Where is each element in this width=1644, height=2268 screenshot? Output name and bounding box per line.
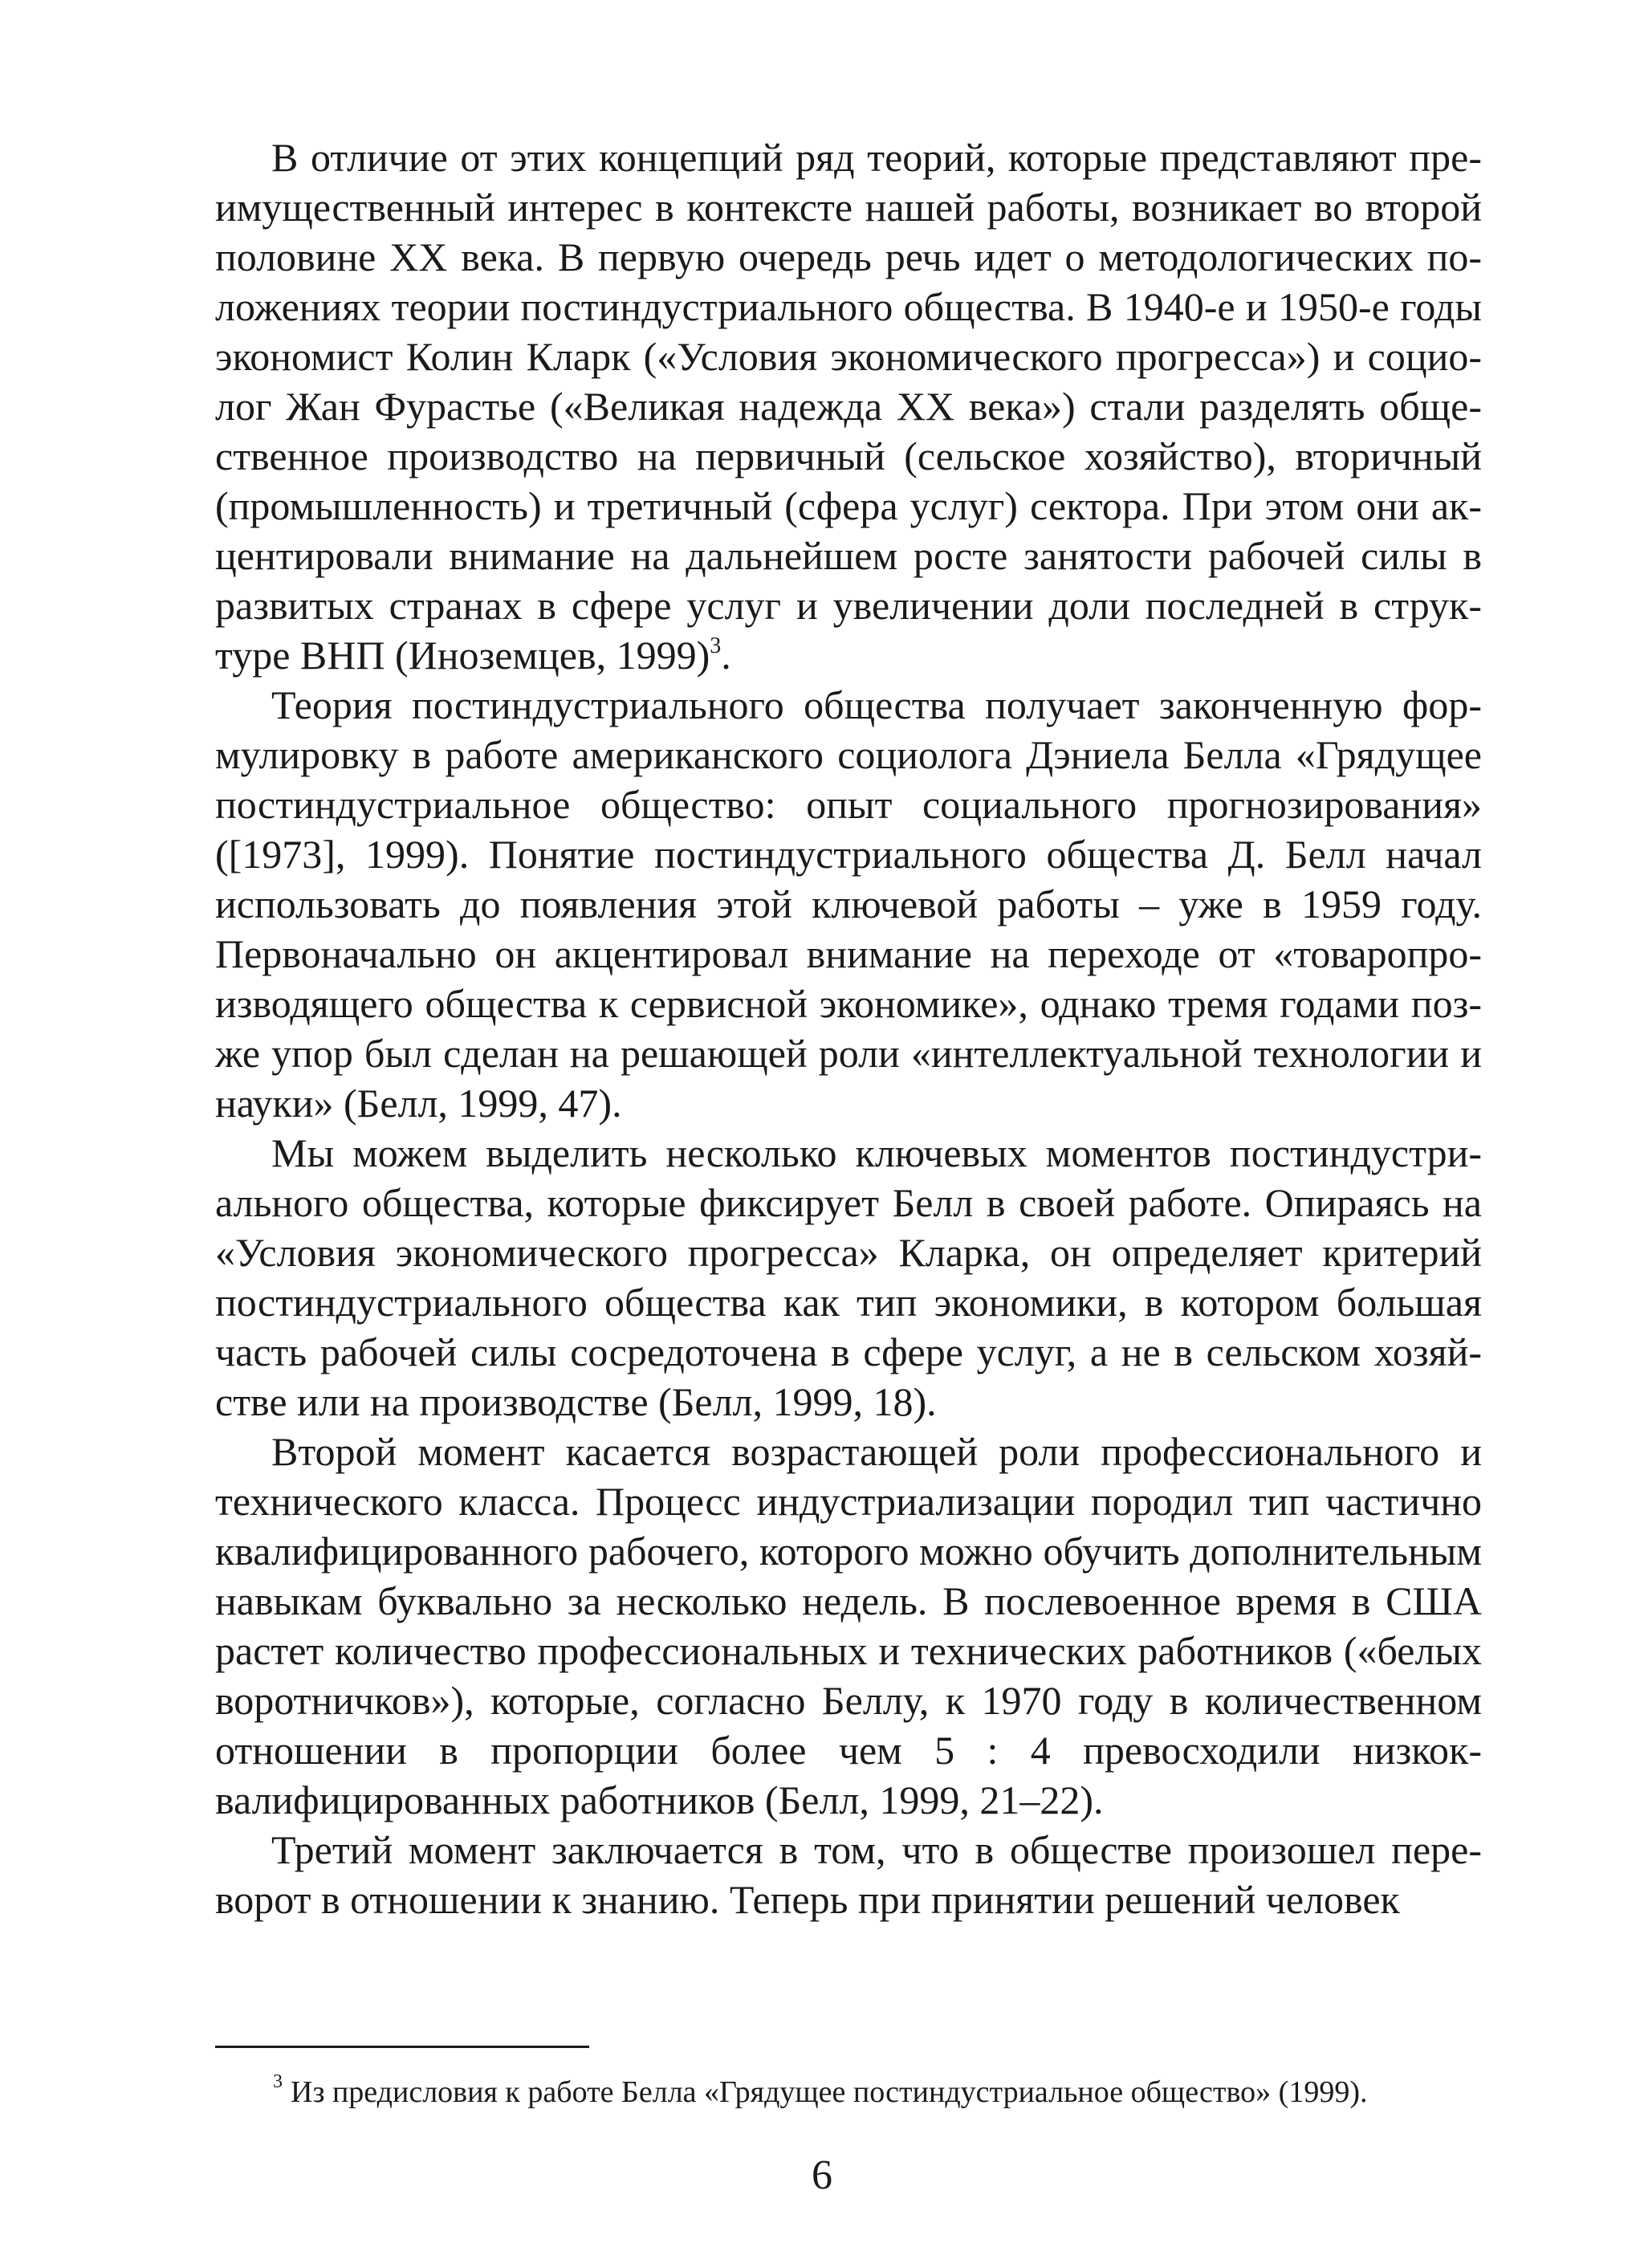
footnote-marker: 3 [273, 2071, 283, 2093]
paragraph-4: Второй момент касается возрастающей роли профессионального и технического класса. Процесс индустриализации породил тип частично квалифицированного рабочего, которого можно обучить дополнительным навыкам буквально за несколько недель. В послевоенное время в США растет количество профессиональных и технических работников («белых воротничков»), которые, согласно Беллу, к 1970 году в количественном отношении в пропорции более чем 5 : 4 превосходили низкоквалифицированных работников (Белл, 1999, 21–22). [215, 1429, 1482, 1822]
footnote-reference[interactable]: 3 [710, 633, 722, 659]
body-text [215, 132, 1482, 1924]
paragraph-3: Мы можем выделить несколько ключевых моментов постиндустриального общества, которые фиксирует Белл в своей работе. Опираясь на «Условия экономического прогресса» Кларка, он определяет критерий постиндустриального общества как тип экономики, в котором большая часть рабочей силы сосредоточена в сфере услуг, а не в сельском хозяйстве или на производстве (Белл, 1999, 18). [215, 1130, 1482, 1424]
page-number: 6 [812, 2152, 832, 2198]
footnote-text: Из предисловия к работе Белла «Грядущее постиндустриальное общество» (1999). [291, 2075, 1368, 2109]
footnote [273, 2073, 1485, 2111]
paragraph-2: Теория постиндустриального общества получает законченную формулировку в работе американского социолога Дэниела Белла «Грядущее постиндустриальное общество: опыт социального прогнозирования» ([1973], 1999). Понятие постиндустриального общества Д. Белл начал использовать до появления этой ключевой работы – уже в 1959 году. Первоначально он акцентировал внимание на переходе от «товаропроизводящего общества к сервисной экономике», однако тремя годами позже упор был сделан на решающей роли «интеллектуальной технологии и науки» (Белл, 1999, 47). [215, 682, 1482, 1126]
paragraph-1 [215, 132, 1482, 680]
paragraph-1-tail: . [721, 633, 731, 678]
footnote-divider [215, 2046, 589, 2048]
paragraph-5: Третий момент заключается в том, что в обществе произошел переворот в отношении к знанию. Теперь при принятии решений человек [215, 1827, 1482, 1922]
paragraph-1-text: В отличие от этих концепций ряд теорий, которые представляют преимущественный интерес в контексте нашей работы, возникает во второй половине XX века. В первую очередь речь идет о методологических положениях теории постиндустриального общества. В 1940-е и 1950-е годы экономист Колин Кларк («Условия экономического прогресса») и социолог Жан Фурастье («Великая надежда XX века») стали разделять общественное производство на первичный (сельское хозяйство), вторичный (промышленность) и третичный (сфера услуг) сектора. При этом они акцентировали внимание на дальнейшем росте занятости рабочей силы в развитых странах в сфере услуг и увеличении доли последней в структуре ВНП (Иноземцев, 1999) [215, 135, 1482, 678]
